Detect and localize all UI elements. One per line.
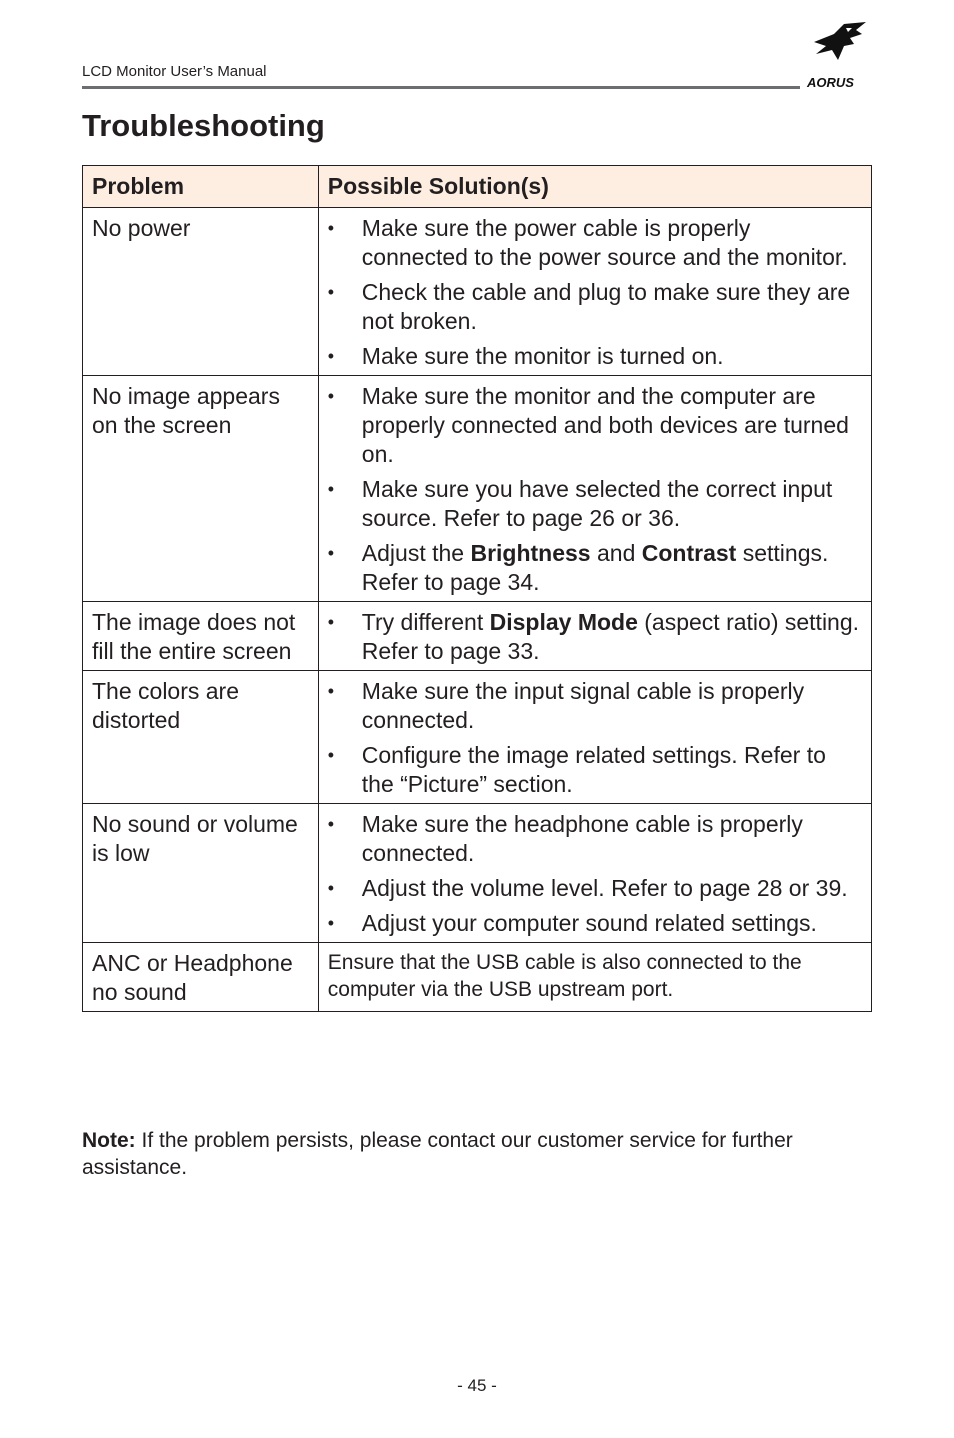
solution-cell: [318, 376, 871, 602]
column-header-problem: Problem: [83, 166, 319, 208]
problem-cell: The image does not fill the entire screen: [83, 602, 319, 671]
solution-item: [328, 214, 862, 272]
solution-text-pre: Try different: [361, 609, 490, 635]
solution-text-post: (aspect ratio) setting. Refer to page 33.: [361, 609, 860, 664]
solution-item: [328, 874, 862, 903]
table-row: [83, 943, 872, 1012]
table-row: [83, 376, 872, 602]
problem-cell: No power: [83, 208, 319, 376]
solution-cell: [318, 208, 871, 376]
solution-text: Adjust the volume level. Refer to page 28 or 39.: [361, 875, 848, 901]
solution-text: Configure the image related settings. Refer to the “Picture” section.: [361, 742, 826, 797]
solution-text: Make sure the power cable is properly connected to the power source and the monitor.: [361, 215, 848, 270]
solution-item: [328, 909, 862, 938]
solution-cell: [318, 671, 871, 804]
bullet-icon: •: [327, 681, 335, 701]
solution-list: [328, 214, 862, 371]
display-mode-keyword: Display Mode: [489, 609, 638, 635]
solution-item: [328, 475, 862, 533]
bullet-icon: •: [327, 612, 335, 632]
solution-text-pre: Adjust the: [361, 540, 471, 566]
problem-cell: ANC or Headphone no sound: [83, 943, 319, 1012]
solution-cell: [318, 804, 871, 943]
problem-cell: No sound or volume is low: [83, 804, 319, 943]
brightness-keyword: Brightness: [470, 540, 591, 566]
solution-text: Check the cable and plug to make sure they are not broken.: [361, 279, 851, 334]
page-title: Troubleshooting: [82, 108, 325, 143]
solution-item: [328, 677, 862, 735]
solution-list: [328, 608, 862, 666]
bullet-icon: •: [327, 218, 335, 238]
solution-text: Make sure the monitor and the computer are properly connected and both devices are turned on.: [361, 383, 849, 467]
logo-wordmark: AORUS: [807, 75, 854, 90]
page-number: - 45 -: [457, 1376, 497, 1395]
bullet-icon: •: [327, 745, 335, 765]
bullet-icon: •: [327, 386, 335, 406]
solution-cell: Ensure that the USB cable is also connected to the computer via the USB upstream port.: [318, 943, 871, 1012]
note-label: Note:: [82, 1129, 136, 1152]
page-header: [82, 20, 872, 92]
contrast-keyword: Contrast: [641, 540, 737, 566]
solution-item: [328, 539, 862, 597]
note-paragraph: [82, 1127, 872, 1181]
solution-text-mid: and: [590, 540, 642, 566]
bullet-icon: •: [327, 282, 335, 302]
table-row: [83, 804, 872, 943]
bullet-icon: •: [327, 479, 335, 499]
troubleshooting-table: [82, 165, 872, 1012]
bullet-icon: •: [327, 878, 335, 898]
header-divider: [82, 86, 800, 89]
solution-item: [328, 608, 862, 666]
solution-text: Make sure the input signal cable is properly connected.: [361, 678, 805, 733]
bullet-icon: •: [327, 543, 335, 563]
bullet-icon: •: [327, 346, 335, 366]
manual-title: LCD Monitor User’s Manual: [82, 63, 267, 80]
solution-list: [328, 677, 862, 799]
note-text: If the problem persists, please contact our customer service for further assistance.: [82, 1129, 793, 1179]
table-row: [83, 671, 872, 804]
solution-item: [328, 382, 862, 469]
solution-item: [328, 342, 862, 371]
solution-item: [328, 278, 862, 336]
table-row: [83, 602, 872, 671]
solution-list: [328, 810, 862, 938]
bullet-icon: •: [327, 913, 335, 933]
aorus-logo: [804, 20, 872, 90]
solution-text: Make sure the headphone cable is properly connected.: [361, 811, 803, 866]
problem-cell: No image appears on the screen: [83, 376, 319, 602]
solution-item: [328, 810, 862, 868]
solution-list: [328, 382, 862, 597]
solution-text: Make sure the monitor is turned on.: [361, 343, 724, 369]
solution-text: Adjust your computer sound related settings.: [361, 910, 817, 936]
problem-cell: The colors are distorted: [83, 671, 319, 804]
bullet-icon: •: [327, 814, 335, 834]
solution-text: Make sure you have selected the correct input source. Refer to page 26 or 36.: [361, 476, 833, 531]
table-row: [83, 208, 872, 376]
table-header-row: [83, 166, 872, 208]
column-header-solutions: Possible Solution(s): [318, 166, 871, 208]
solution-item: [328, 741, 862, 799]
solution-cell: [318, 602, 871, 671]
solution-text-post: settings. Refer to page 34.: [361, 540, 829, 595]
aorus-eagle-icon: [804, 20, 872, 76]
